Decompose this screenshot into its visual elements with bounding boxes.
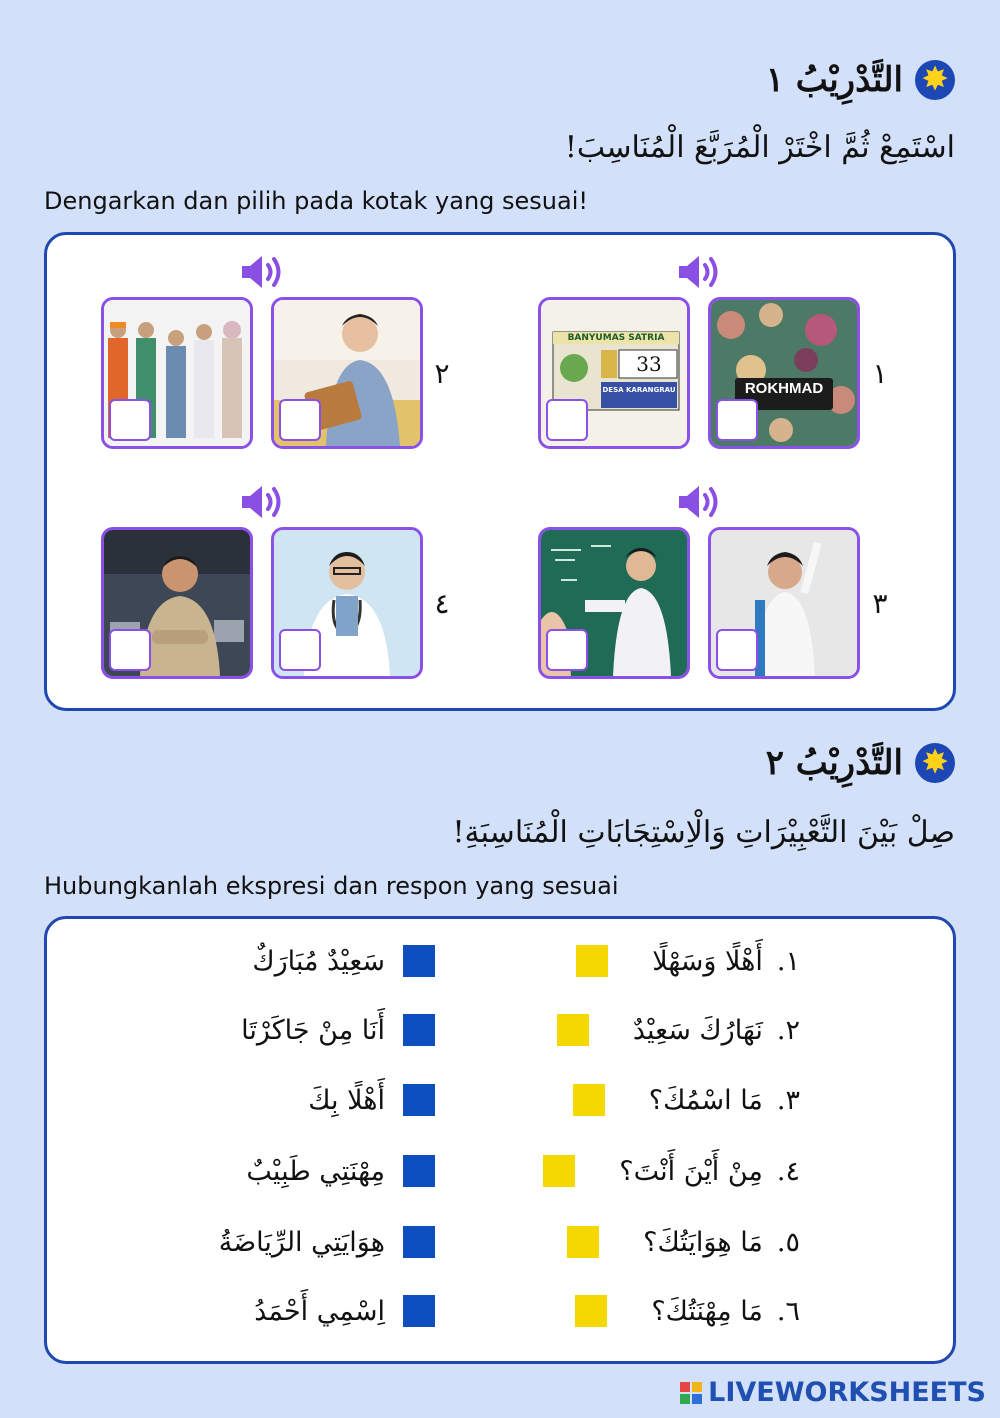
response-item xyxy=(308,1084,435,1116)
expression-number: ٦. xyxy=(776,1295,800,1327)
match-dot-blue[interactable] xyxy=(403,945,435,977)
expression-text: نَهَارُكَ سَعِيْدٌ xyxy=(632,1014,763,1046)
sun-icon: ✸ xyxy=(915,743,955,783)
photo-teacher-blackboard xyxy=(538,527,690,679)
exercise2-instruction-ar: صِلْ بَيْنَ التَّعْبِيْرَاتِ وَالْاِسْتِجَابَاتِ الْمُنَاسِبَةِ! xyxy=(452,815,955,850)
exercise1-title: ✸ التَّدْرِيْبُ ١ xyxy=(766,58,955,102)
response-text: مِهْنَتِي طَبِيْبٌ xyxy=(246,1155,385,1187)
expression-number: ٥. xyxy=(776,1226,800,1258)
response-text: هِوَايَتِي الرِّيَاضَةُ xyxy=(218,1226,385,1258)
expression-item xyxy=(576,945,800,977)
match-dot-yellow[interactable] xyxy=(543,1155,575,1187)
expression-number: ٢. xyxy=(776,1014,800,1046)
expression-text: مَا مِهْنَتُكَ؟ xyxy=(651,1295,763,1327)
speaker-icon[interactable] xyxy=(677,252,723,292)
photo-man-reading xyxy=(271,297,423,449)
expression-text: أَهْلًا وَسَهْلًا xyxy=(652,945,763,977)
photo-student-cheering xyxy=(708,527,860,679)
photo-group-professionals xyxy=(101,297,253,449)
expression-number: ٤. xyxy=(776,1155,800,1187)
photo-name-tag xyxy=(708,297,860,449)
answer-checkbox[interactable] xyxy=(279,399,321,441)
photo-doctor xyxy=(271,527,423,679)
exercise2-instruction-id: Hubungkanlah ekspresi dan respon yang sesuai xyxy=(44,872,619,900)
expression-item xyxy=(567,1226,800,1258)
logo-icon xyxy=(680,1382,702,1404)
response-text: اِسْمِي أَحْمَدُ xyxy=(254,1295,385,1327)
sign-title: BANYUMAS SATRIA xyxy=(567,333,665,343)
answer-checkbox[interactable] xyxy=(716,399,758,441)
sign-number: 33 xyxy=(636,352,662,376)
exercise2-panel xyxy=(44,916,956,1364)
match-dot-yellow[interactable] xyxy=(576,945,608,977)
response-item xyxy=(252,945,435,977)
response-item xyxy=(254,1295,435,1327)
answer-checkbox[interactable] xyxy=(716,629,758,671)
answer-checkbox[interactable] xyxy=(546,629,588,671)
name-tag-text: ROKHMAD xyxy=(744,380,824,397)
expression-number: ٣. xyxy=(776,1084,800,1116)
match-dot-blue[interactable] xyxy=(403,1295,435,1327)
response-text: أَهْلًا بِكَ xyxy=(308,1084,385,1116)
brand-text: LIVEWORKSHEETS xyxy=(708,1377,986,1408)
match-dot-blue[interactable] xyxy=(403,1014,435,1046)
match-dot-yellow[interactable] xyxy=(557,1014,589,1046)
sun-icon: ✸ xyxy=(915,60,955,100)
response-text: سَعِيْدٌ مُبَارَكٌ xyxy=(252,945,385,977)
answer-checkbox[interactable] xyxy=(279,629,321,671)
question-number: ٢ xyxy=(434,357,450,390)
match-dot-blue[interactable] xyxy=(403,1084,435,1116)
expression-number: ١. xyxy=(776,945,800,977)
expression-item xyxy=(575,1295,800,1327)
response-item xyxy=(246,1155,435,1187)
exercise2-title: ✸ التَّدْرِيْبُ ٢ xyxy=(766,741,955,785)
speaker-icon[interactable] xyxy=(677,482,723,522)
answer-checkbox[interactable] xyxy=(109,399,151,441)
expression-item xyxy=(557,1014,800,1046)
speaker-icon[interactable] xyxy=(240,252,286,292)
question-number: ٤ xyxy=(434,587,450,620)
expression-item xyxy=(543,1155,800,1187)
photo-address-sign xyxy=(538,297,690,449)
expression-text: مَا اسْمُكَ؟ xyxy=(648,1084,763,1116)
answer-checkbox[interactable] xyxy=(546,399,588,441)
response-item xyxy=(241,1014,435,1046)
match-dot-blue[interactable] xyxy=(403,1226,435,1258)
match-dot-blue[interactable] xyxy=(403,1155,435,1187)
photo-man-office xyxy=(101,527,253,679)
question-number: ١ xyxy=(872,357,888,390)
liveworksheets-logo xyxy=(680,1377,986,1408)
match-dot-yellow[interactable] xyxy=(575,1295,607,1327)
answer-checkbox[interactable] xyxy=(109,629,151,671)
expression-text: مَا هِوَايَتُكَ؟ xyxy=(643,1226,763,1258)
expression-text: مِنْ أَيْنَ أَنْتَ؟ xyxy=(619,1155,763,1187)
match-dot-yellow[interactable] xyxy=(573,1084,605,1116)
exercise1-instruction-id: Dengarkan dan pilih pada kotak yang sesuai! xyxy=(44,187,588,215)
response-text: أَنَا مِنْ جَاكَرْتَا xyxy=(241,1014,385,1046)
match-dot-yellow[interactable] xyxy=(567,1226,599,1258)
response-item xyxy=(219,1226,435,1258)
question-number: ٣ xyxy=(872,587,888,620)
speaker-icon[interactable] xyxy=(240,482,286,522)
sign-village: DESA KARANGRAU xyxy=(602,386,676,394)
expression-item xyxy=(573,1084,800,1116)
exercise1-instruction-ar: اسْتَمِعْ ثُمَّ اخْتَرْ الْمُرَبَّعَ الْمُنَاسِبَ! xyxy=(564,130,955,165)
